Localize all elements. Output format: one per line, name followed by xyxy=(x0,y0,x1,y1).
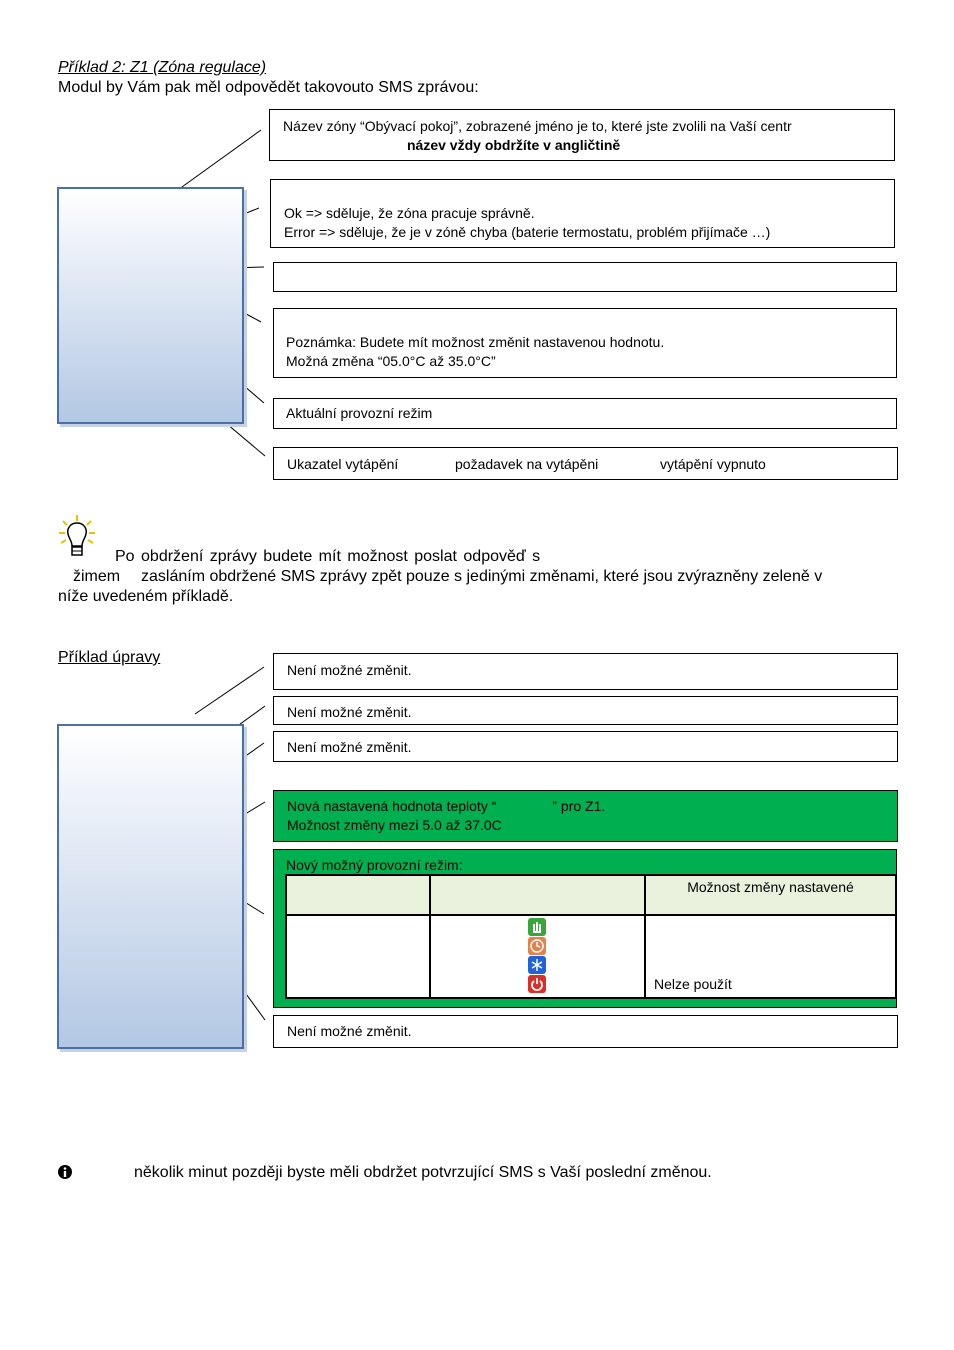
empty-callout xyxy=(273,262,897,292)
callout-text: Poznámka: Budete mít možnost změnit nastavenou hodnotu. xyxy=(286,334,665,350)
callout-text: Error => sděluje, že je v zóně chyba (baterie termostatu, problém přijímače …) xyxy=(284,224,771,240)
table-row xyxy=(286,915,896,998)
example-heading: Příklad 2: Z1 (Zóna regulace) xyxy=(58,59,267,76)
table-cell xyxy=(430,875,645,915)
table-header-row xyxy=(286,875,896,915)
callout-text: Aktuální provozní režim xyxy=(286,405,433,421)
callout-text: ” pro Z1. xyxy=(552,798,606,814)
zone-status-callout xyxy=(270,179,895,248)
tip-text-line2a: žimem xyxy=(73,568,121,585)
tip-text-line2b: zasláním obdržené SMS zprávy zpět pouze s jedinými změnami, které jsou zvýrazněny zeleně v xyxy=(141,568,823,585)
info-icon xyxy=(57,1164,73,1180)
callout-text: Není možné změnit. xyxy=(287,704,412,720)
table-cell xyxy=(286,875,430,915)
not-changeable-callout xyxy=(273,696,898,725)
not-changeable-callout xyxy=(273,731,898,762)
mode-callout xyxy=(273,398,897,429)
snowflake-icon xyxy=(528,956,546,974)
zone-name-callout xyxy=(269,109,895,161)
table-cell xyxy=(430,915,645,998)
edit-phone-screen xyxy=(57,724,244,1049)
heat-indicator-callout xyxy=(273,447,898,480)
intro-text: Modul by Vám pak měl odpovědět takovouto SMS zprávou: xyxy=(58,79,479,96)
example-edit-heading: Příklad úpravy xyxy=(58,649,161,666)
callout-text: Název zóny “Obývací pokoj”, zobrazené jméno je to, které jste zvolili na Vaší centr xyxy=(283,118,792,134)
callout-title: Nový možný provozní režim: xyxy=(286,857,463,873)
callout-text: Není možné změnit. xyxy=(287,739,412,755)
table-cell xyxy=(645,915,896,998)
clock-icon xyxy=(528,937,546,955)
footer-text: několik minut později byste měli obdržet potvrzující SMS s Vaší poslední změnou. xyxy=(134,1164,712,1181)
callout-text: Možná změna “05.0°C až 35.0°C” xyxy=(286,353,496,369)
not-changeable-callout xyxy=(273,653,898,690)
leader-line xyxy=(175,130,261,192)
table-header-text: Možnost změny nastavené xyxy=(687,879,854,895)
tip-text-line3: níže uvedeném příkladě. xyxy=(58,588,234,605)
new-setpoint-callout xyxy=(273,790,898,842)
mode-table xyxy=(285,874,897,999)
table-cell xyxy=(286,915,430,998)
new-mode-callout xyxy=(273,849,897,1008)
callout-text: Nová nastavená hodnota teploty “ xyxy=(287,798,497,814)
table-cell xyxy=(645,875,896,915)
leader-line xyxy=(195,667,264,714)
callout-text: vytápění vypnuto xyxy=(660,456,766,472)
lightbulb-icon xyxy=(57,513,97,561)
not-changeable-callout xyxy=(273,1015,898,1048)
sms-phone-screen xyxy=(57,187,244,424)
tip-text-line1: Po obdržení zprávy budete mít možnost poslat odpověď s xyxy=(115,548,541,565)
callout-text: Ukazatel vytápění xyxy=(287,456,399,472)
callout-text: požadavek na vytápěni xyxy=(455,456,599,472)
callout-text: Ok => sděluje, že zóna pracuje správně. xyxy=(284,205,535,221)
power-icon xyxy=(528,975,546,993)
callout-text: Není možné změnit. xyxy=(287,1023,412,1039)
hand-icon xyxy=(528,918,546,936)
table-cell-text: Nelze použít xyxy=(654,976,732,992)
setpoint-callout xyxy=(273,308,897,378)
callout-text: Možnost změny mezi 5.0 až 37.0C xyxy=(287,817,502,833)
callout-text: Není možné změnit. xyxy=(287,662,412,678)
callout-text: název vždy obdržíte v angličtině xyxy=(407,137,621,153)
